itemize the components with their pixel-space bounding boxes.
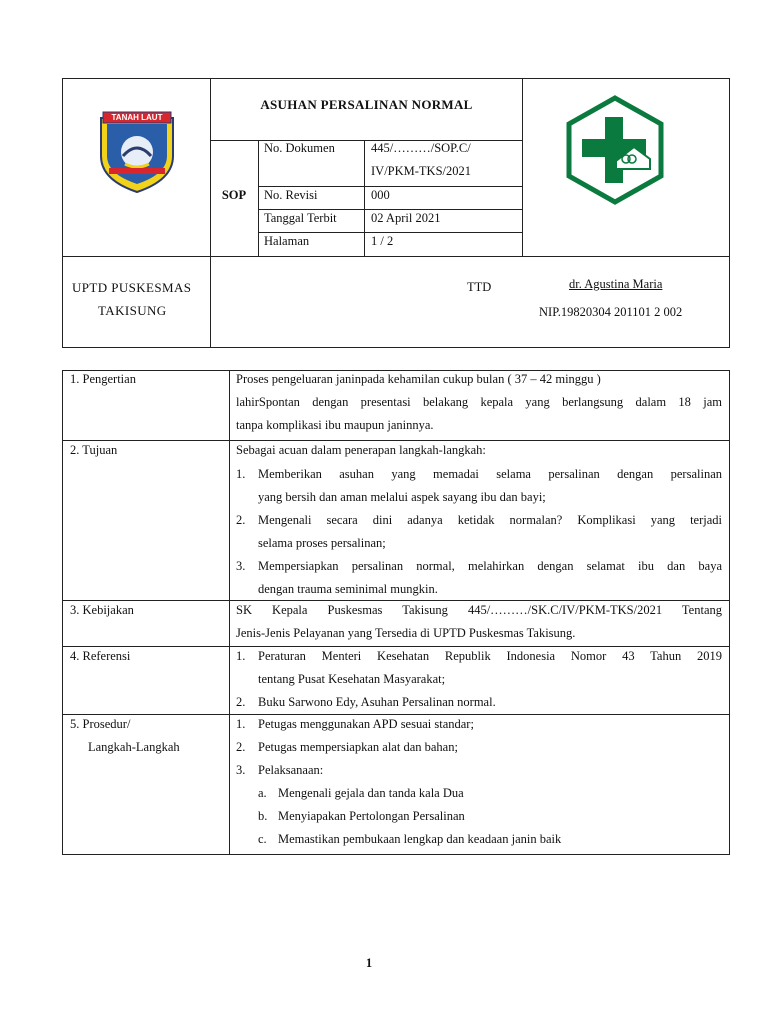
row-value-tanggal-terbit: 02 April 2021 xyxy=(371,211,441,225)
prosedur-sub-a-text: Mengenali gejala dan tanda kala Dua xyxy=(278,786,464,800)
tanah-laut-logo xyxy=(95,110,179,194)
section-label-prosedur: 5. Prosedur/ xyxy=(70,717,131,731)
section-label-pengertian: 1. Pengertian xyxy=(70,372,136,386)
tujuan-item-2-line-1: Mengenali secara dini adanya ketidak normalan? Komplikasi yang terjadi xyxy=(258,513,722,527)
org-name-line2: TAKISUNG xyxy=(98,303,167,318)
kebijakan-line-2: Jenis-Jenis Pelayanan yang Tersedia di UPTD Puskesmas Takisung. xyxy=(236,626,576,640)
tujuan-item-1-num: 1. xyxy=(236,467,246,481)
section-label-langkah: Langkah-Langkah xyxy=(88,740,180,754)
signer-nip: NIP.19820304 201101 2 002 xyxy=(539,305,683,319)
prosedur-sub-b-num: b. xyxy=(258,809,268,823)
pengertian-line-1: Proses pengeluaran janinpada kehamilan cukup bulan ( 37 – 42 minggu ) xyxy=(236,372,601,386)
referensi-item-1-line-2: tentang Pusat Kesehatan Masyarakat; xyxy=(258,672,446,686)
tujuan-item-2-num: 2. xyxy=(236,513,246,527)
tujuan-item-1-line-2: yang bersih dan aman melalui aspek sayang ibu dan bayi; xyxy=(258,490,546,504)
prosedur-sub-b-text: Menyiapakan Pertolongan Persalinan xyxy=(278,809,465,823)
section-label-tujuan: 2. Tujuan xyxy=(70,443,118,457)
prosedur-item-2-num: 2. xyxy=(236,740,246,754)
prosedur-item-1-text: Petugas menggunakan APD sesuai standar; xyxy=(258,717,474,731)
prosedur-sub-c-num: c. xyxy=(258,832,267,846)
prosedur-item-2-text: Petugas mempersiapkan alat dan bahan; xyxy=(258,740,458,754)
tujuan-item-3-line-1: Mempersiapkan persalinan normal, melahirkan dengan selamat ibu dan baya xyxy=(258,559,722,573)
referensi-item-1-num: 1. xyxy=(236,649,246,663)
prosedur-sub-c-text: Memastikan pembukaan lengkap dan keadaan janin baik xyxy=(278,832,562,846)
referensi-item-1-line-1: Peraturan Menteri Kesehatan Republik Indonesia Nomor 43 Tahun 2019 xyxy=(258,649,722,663)
section-label-kebijakan: 3. Kebijakan xyxy=(70,603,134,617)
row-value-no-dokumen-1: 445/………/SOP.C/ xyxy=(371,141,471,155)
puskesmas-cross-icon xyxy=(566,95,664,205)
tujuan-item-1-line-1: Memberikan asuhan yang memadai selama persalinan dengan persalinan xyxy=(258,467,722,481)
row-label-no-dokumen: No. Dokumen xyxy=(264,141,335,155)
puskesmas-logo xyxy=(566,95,664,205)
row-value-no-revisi: 000 xyxy=(371,188,390,202)
ttd-label: TTD xyxy=(467,280,492,294)
document-title: ASUHAN PERSALINAN NORMAL xyxy=(260,97,473,112)
row-label-no-revisi: No. Revisi xyxy=(264,188,318,202)
page-number: 1 xyxy=(365,956,373,970)
prosedur-item-1-num: 1. xyxy=(236,717,246,731)
tujuan-intro: Sebagai acuan dalam penerapan langkah-langkah: xyxy=(236,443,486,457)
referensi-item-2-line-1: Buku Sarwono Edy, Asuhan Persalinan normal. xyxy=(258,695,496,709)
pengertian-line-3: tanpa komplikasi ibu maupun janinnya. xyxy=(236,418,434,432)
sop-label: SOP xyxy=(221,188,247,202)
tujuan-item-3-num: 3. xyxy=(236,559,246,573)
signer-name: dr. Agustina Maria xyxy=(569,277,663,291)
tujuan-item-2-line-2: selama proses persalinan; xyxy=(258,536,386,550)
referensi-item-2-num: 2. xyxy=(236,695,246,709)
prosedur-item-3-num: 3. xyxy=(236,763,246,777)
pengertian-line-2: lahirSpontan dengan presentasi belakang kepala yang berlangsung dalam 18 jam xyxy=(236,395,722,409)
row-value-no-dokumen-2: IV/PKM-TKS/2021 xyxy=(371,164,472,178)
logo-banner-text: TANAH LAUT xyxy=(111,113,163,122)
prosedur-item-3-text: Pelaksanaan: xyxy=(258,763,324,777)
row-label-tanggal-terbit: Tanggal Terbit xyxy=(264,211,337,225)
row-value-halaman: 1 / 2 xyxy=(371,234,394,248)
tujuan-item-3-line-2: dengan trauma seminimal mungkin. xyxy=(258,582,438,596)
org-name-line1: UPTD PUSKESMAS xyxy=(72,280,192,295)
kebijakan-line-1: SK Kepala Puskesmas Takisung 445/………/SK.C/IV/PKM-TKS/2021 Tentang xyxy=(236,603,722,617)
row-label-halaman: Halaman xyxy=(264,234,310,248)
section-label-referensi: 4. Referensi xyxy=(70,649,131,663)
prosedur-sub-a-num: a. xyxy=(258,786,267,800)
